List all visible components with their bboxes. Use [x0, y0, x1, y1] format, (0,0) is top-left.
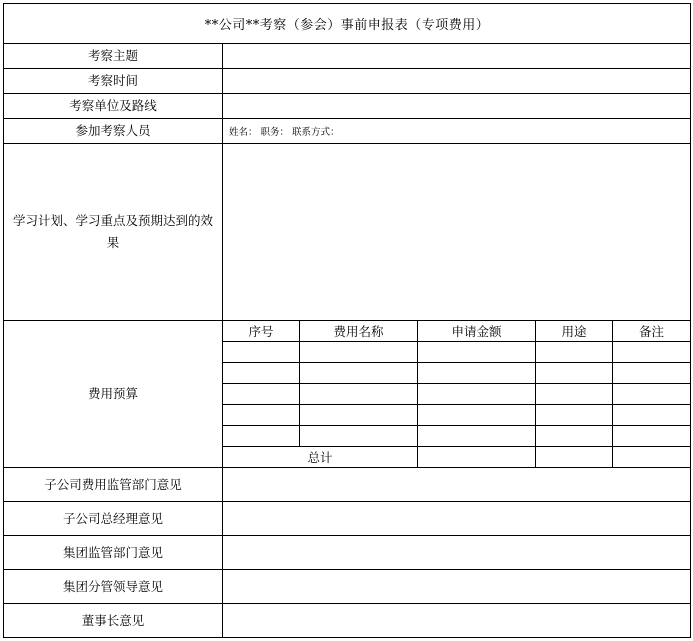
- budget-cell-remark[interactable]: [613, 384, 691, 405]
- budget-cell-purpose[interactable]: [536, 405, 613, 426]
- budget-header-remark: 备注: [613, 321, 691, 342]
- budget-cell-name[interactable]: [300, 384, 418, 405]
- budget-cell-remark[interactable]: [613, 426, 691, 447]
- budget-cell-no[interactable]: [223, 384, 300, 405]
- study-plan-row: [4, 144, 691, 321]
- budget-cell-purpose[interactable]: [536, 384, 613, 405]
- budget-total-remark[interactable]: [613, 447, 691, 468]
- chairman-label: 董事长意见: [4, 604, 223, 638]
- budget-cell-amount[interactable]: [418, 342, 536, 363]
- group-leader-label: 集团分管领导意见: [4, 570, 223, 604]
- budget-cell-name[interactable]: [300, 426, 418, 447]
- budget-cell-remark[interactable]: [613, 342, 691, 363]
- group-leader-field[interactable]: [223, 570, 691, 604]
- budget-cell-no[interactable]: [223, 426, 300, 447]
- time-row: [4, 69, 691, 94]
- participants-field[interactable]: 姓名： 职务： 联系方式：: [223, 119, 691, 144]
- topic-row: [4, 44, 691, 69]
- sub-gm-label: 子公司总经理意见: [4, 502, 223, 536]
- budget-cell-amount[interactable]: [418, 426, 536, 447]
- topic-field[interactable]: [223, 44, 691, 69]
- budget-cell-purpose[interactable]: [536, 342, 613, 363]
- budget-label: 费用预算: [4, 321, 223, 468]
- budget-header-row: [4, 321, 691, 342]
- group-leader-row: [4, 570, 691, 604]
- budget-header-purpose: 用途: [536, 321, 613, 342]
- sub-gm-field[interactable]: [223, 502, 691, 536]
- budget-cell-purpose[interactable]: [536, 363, 613, 384]
- study-plan-label: 学习计划、学习重点及预期达到的效果: [4, 144, 223, 321]
- sub-supervision-row: [4, 468, 691, 502]
- budget-cell-no[interactable]: [223, 363, 300, 384]
- chairman-field[interactable]: [223, 604, 691, 638]
- budget-cell-no[interactable]: [223, 405, 300, 426]
- participants-label: 参加考察人员: [4, 119, 223, 144]
- budget-cell-purpose[interactable]: [536, 426, 613, 447]
- application-form: [3, 3, 691, 638]
- budget-cell-no[interactable]: [223, 342, 300, 363]
- chairman-row: [4, 604, 691, 638]
- budget-cell-amount[interactable]: [418, 384, 536, 405]
- budget-cell-remark[interactable]: [613, 405, 691, 426]
- budget-header-name: 费用名称: [300, 321, 418, 342]
- topic-label: 考察主题: [4, 44, 223, 69]
- budget-total-amount[interactable]: [418, 447, 536, 468]
- budget-cell-remark[interactable]: [613, 363, 691, 384]
- budget-cell-amount[interactable]: [418, 405, 536, 426]
- budget-header-no: 序号: [223, 321, 300, 342]
- sub-supervision-field[interactable]: [223, 468, 691, 502]
- study-plan-field[interactable]: [223, 144, 691, 321]
- units-route-label: 考察单位及路线: [4, 94, 223, 119]
- budget-cell-amount[interactable]: [418, 363, 536, 384]
- units-route-row: [4, 94, 691, 119]
- sub-supervision-label: 子公司费用监管部门意见: [4, 468, 223, 502]
- budget-header-amount: 申请金额: [418, 321, 536, 342]
- group-supervision-label: 集团监管部门意见: [4, 536, 223, 570]
- sub-gm-row: [4, 502, 691, 536]
- units-route-field[interactable]: [223, 94, 691, 119]
- time-field[interactable]: [223, 69, 691, 94]
- participants-row: [4, 119, 691, 144]
- form-title: **公司**考察（参会）事前申报表（专项费用）: [4, 4, 691, 44]
- group-supervision-row: [4, 536, 691, 570]
- budget-cell-name[interactable]: [300, 342, 418, 363]
- title-row: [4, 4, 691, 44]
- budget-cell-name[interactable]: [300, 363, 418, 384]
- budget-total-purpose[interactable]: [536, 447, 613, 468]
- group-supervision-field[interactable]: [223, 536, 691, 570]
- time-label: 考察时间: [4, 69, 223, 94]
- budget-cell-name[interactable]: [300, 405, 418, 426]
- budget-total-label: 总计: [223, 447, 418, 468]
